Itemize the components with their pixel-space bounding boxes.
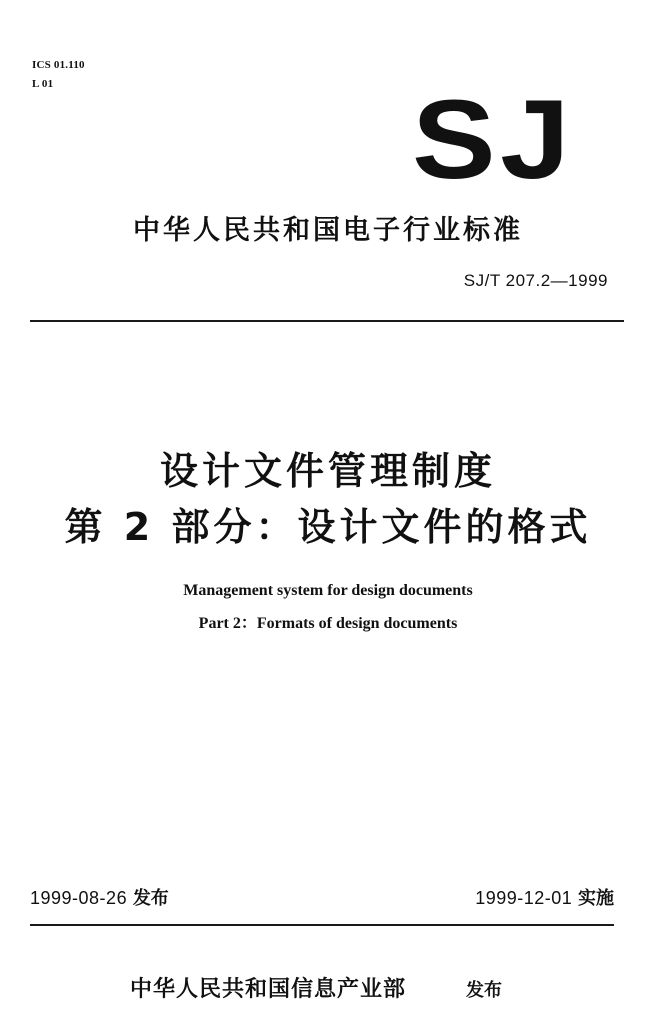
publish-label: 发布 <box>132 888 169 909</box>
standard-category-name: 中华人民共和国电子行业标准 <box>133 215 523 246</box>
implement-label: 实施 <box>578 888 614 909</box>
chinese-title-line-1: 设计文件管理制度 <box>159 449 496 493</box>
chinese-title-line-2: 第 2 部分：设计文件的格式 <box>64 505 592 549</box>
classification-codes <box>32 56 85 94</box>
top-divider <box>30 320 624 322</box>
sj-logo: SJ <box>412 77 575 202</box>
issue-label: 发布 <box>466 980 502 1001</box>
implement-date-block <box>475 884 614 910</box>
publish-date: 1999-08-26 <box>30 888 128 908</box>
english-title-line-2: Part 2：Formats of design documents <box>198 615 458 632</box>
ics-code: ICS 01.110 <box>32 59 85 71</box>
english-title-line-1: Management system for design documents <box>183 582 473 599</box>
issuing-authority: 中华人民共和国信息产业部 <box>130 977 407 1002</box>
implement-date: 1999-12-01 <box>475 888 573 908</box>
ccs-code: L 01 <box>32 78 54 90</box>
standard-code: SJ/T 207.2—1999 <box>463 271 608 290</box>
bottom-divider <box>30 924 614 926</box>
publish-date-block <box>30 884 169 910</box>
